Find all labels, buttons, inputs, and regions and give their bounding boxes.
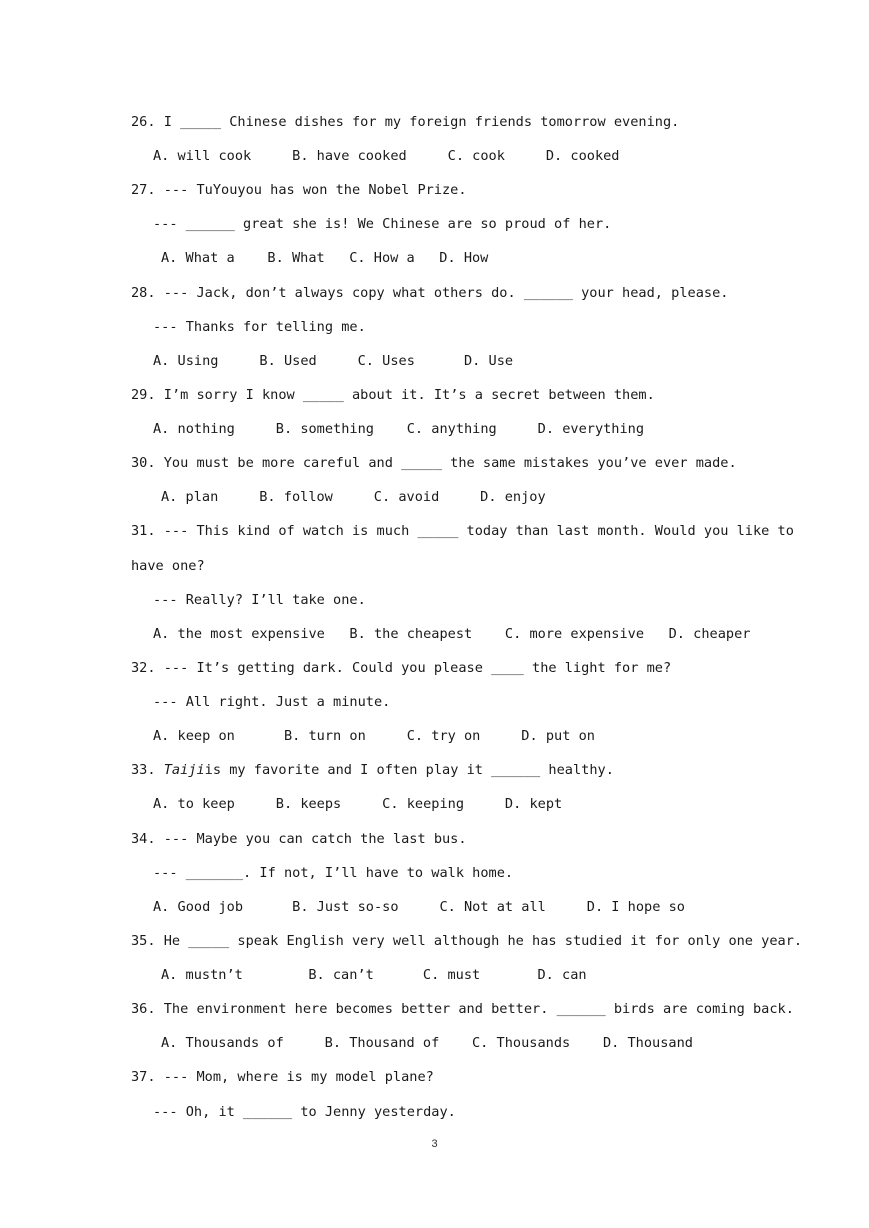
q35-stem: 35. He _____ speak English very well although he has studied it for only one year. [131,933,803,949]
q36-stem: 36. The environment here becomes better and better. ______ birds are coming back. [131,1001,794,1017]
q29-stem: 29. I’m sorry I know _____ about it. It’s a secret between them. [131,387,655,403]
q27-options: A. What a B. What C. How a D. How [161,250,489,266]
q31-stem: 31. --- This kind of watch is much _____ today than last month. Would you like to [131,523,794,539]
q33-number: 33. [131,762,156,778]
q31-options: A. the most expensive B. the cheapest C. more expensive D. cheaper [153,626,751,642]
q35-options: A. mustn’t B. can’t C. must D. can [161,967,587,983]
q37-stem: 37. --- Mom, where is my model plane? [131,1069,434,1085]
q27-stem: 27. --- TuYouyou has won the Nobel Prize. [131,182,467,198]
q34-stem: 34. --- Maybe you can catch the last bus. [131,831,467,847]
q28-stem: 28. --- Jack, don’t always copy what others do. ______ your head, please. [131,285,729,301]
q31-reply: --- Really? I’ll take one. [153,592,366,608]
q33-options: A. to keep B. keeps C. keeping D. kept [153,796,563,812]
q28-options: A. Using B. Used C. Uses D. Use [153,353,514,369]
page-number: 3 [431,1138,438,1150]
q33-stem [131,761,614,779]
q34-options: A. Good job B. Just so-so C. Not at all D. I hope so [153,899,685,915]
q33-italic-term: Taiji [163,762,205,778]
q29-options: A. nothing B. something C. anything D. everything [153,421,645,437]
q36-options: A. Thousands of B. Thousand of C. Thousands D. Thousand [161,1035,693,1051]
q37-reply: --- Oh, it ______ to Jenny yesterday. [153,1104,456,1120]
q27-reply: --- ______ great she is! We Chinese are so proud of her. [153,216,612,232]
q26-stem: 26. I _____ Chinese dishes for my foreign friends tomorrow evening. [131,114,680,130]
q26-options: A. will cook B. have cooked C. cook D. cooked [153,148,620,164]
q30-stem: 30. You must be more careful and _____ the same mistakes you’ve ever made. [131,455,737,471]
q31-stem-continued: have one? [131,558,205,574]
q34-reply: --- _______. If not, I’ll have to walk home. [153,865,514,881]
q28-reply: --- Thanks for telling me. [153,319,366,335]
q33-stem-rest: is my favorite and I often play it ______ healthy. [204,762,614,778]
q32-options: A. keep on B. turn on C. try on D. put on [153,728,595,744]
q30-options: A. plan B. follow C. avoid D. enjoy [161,489,546,505]
q32-stem: 32. --- It’s getting dark. Could you please ____ the light for me? [131,660,672,676]
q32-reply: --- All right. Just a minute. [153,694,391,710]
